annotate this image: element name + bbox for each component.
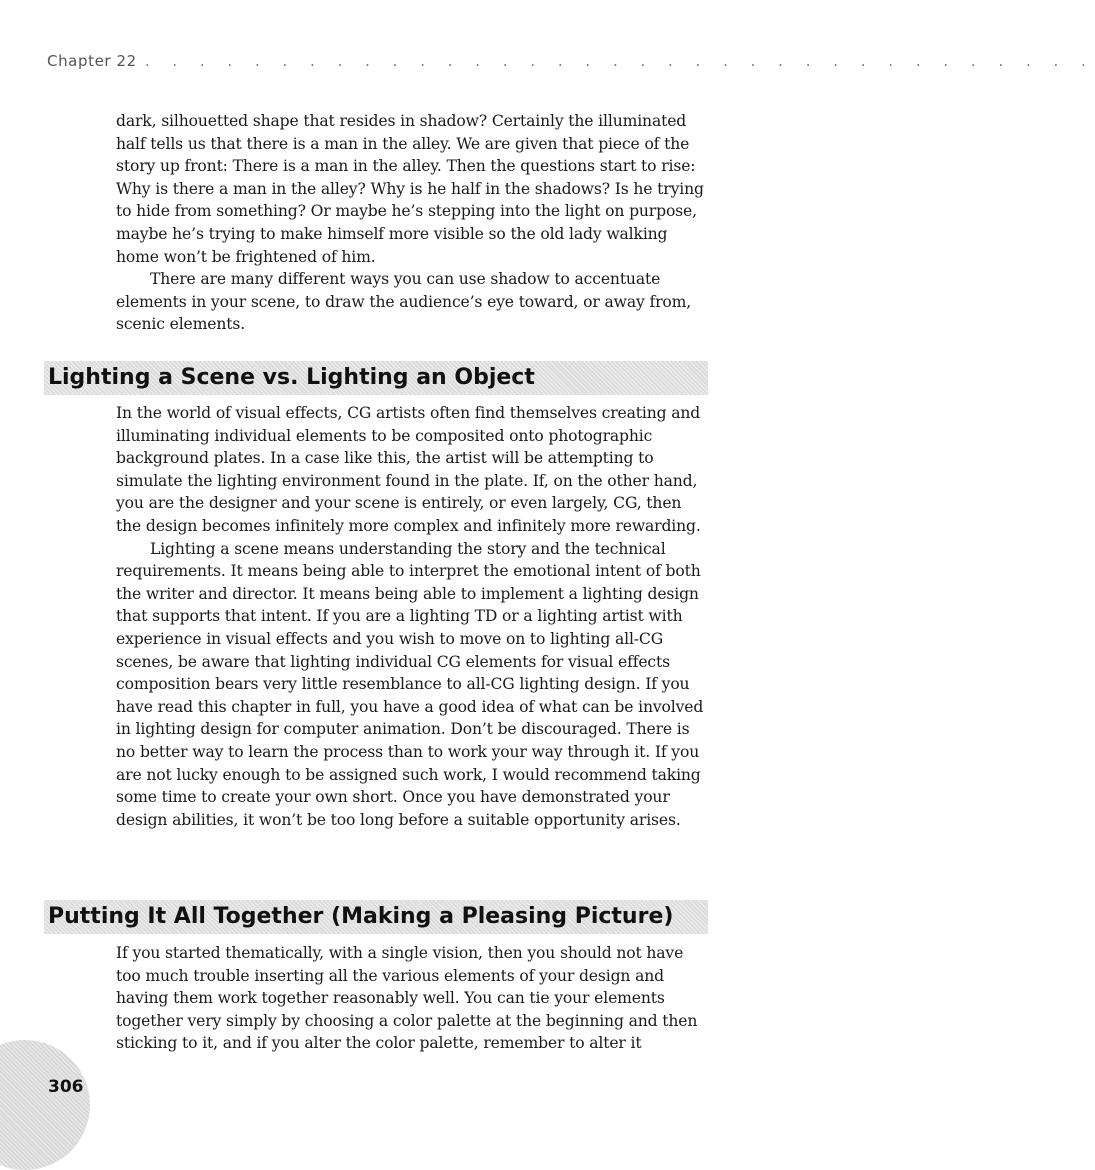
page-number: 306 [48,1077,84,1097]
body-paragraph: If you started thematically, with a single vision, then you should not have too much trouble inserting all the various elements of your design and having them work together reasonably well. You can tie your elements together very simply by choosing a color palette at the beginning and then sticking to it, and if you alter the color palette, remember to alter it [116,944,698,1053]
body-paragraph: Lighting a scene means understanding the story and the technical requirements. It means being able to interpret the emotional intent of both the writer and director. It means being able to implement a lighting design that supports that intent. If you are a lighting TD or a lighting artist with experience in visual effects and you wish to move on to lighting all-CG scenes, be aware that lighting individual CG elements for visual effects composition bears very little resemblance to all-CG lighting design. If you have read this chapter in full, you have a good idea of what can be involved in lighting design for computer animation. Don’t be discouraged. There is no better way to learn the process than to work your way through it. If you are not lucky enough to be assigned such work, I would recommend taking some time to create your own short. Once you have demonstrated your design abilities, it won’t be too long before a suitable opportunity arises. [116,539,704,829]
chapter-label: Chapter 22 [47,52,137,70]
dot-leader: . . . . . . . . . . . . . . . . . . . . . . . . . . . . . . . . . . . [144,52,1095,70]
page-number-tab [0,1040,90,1170]
section-1-text-block [116,402,708,831]
running-head [47,52,1095,70]
body-paragraph: dark, silhouetted shape that resides in shadow? Certainly the illuminated half tells us that there is a man in the alley. We are given that piece of the story up front: There is a man in the alley. Then the questions start to rise: Why is there a man in the alley? Why is he half in the shadows? Is he trying to hide from something? Or maybe he’s stepping into the light on purpose, maybe he’s trying to make himself more visible so the old lady walking home won’t be frightened of him. [116,112,704,266]
body-paragraph: In the world of visual effects, CG artists often find themselves creating and illuminating individual elements to be composited onto photographic background plates. In a case like this, the artist will be attempting to simulate the lighting environment found in the plate. If, on the other hand, you are the designer and your scene is entirely, or even largely, CG, then the design becomes infinitely more complex and infinitely more rewarding. [116,404,701,535]
section-heading-lighting-scene: Lighting a Scene vs. Lighting an Object [44,361,708,395]
section-2-text-block [116,942,708,1055]
intro-text-block [116,110,708,336]
section-heading-putting-together: Putting It All Together (Making a Pleasing Picture) [44,900,708,934]
body-paragraph: There are many different ways you can use shadow to accentuate elements in your scene, to draw the audience’s eye toward, or away from, scenic elements. [116,270,692,334]
